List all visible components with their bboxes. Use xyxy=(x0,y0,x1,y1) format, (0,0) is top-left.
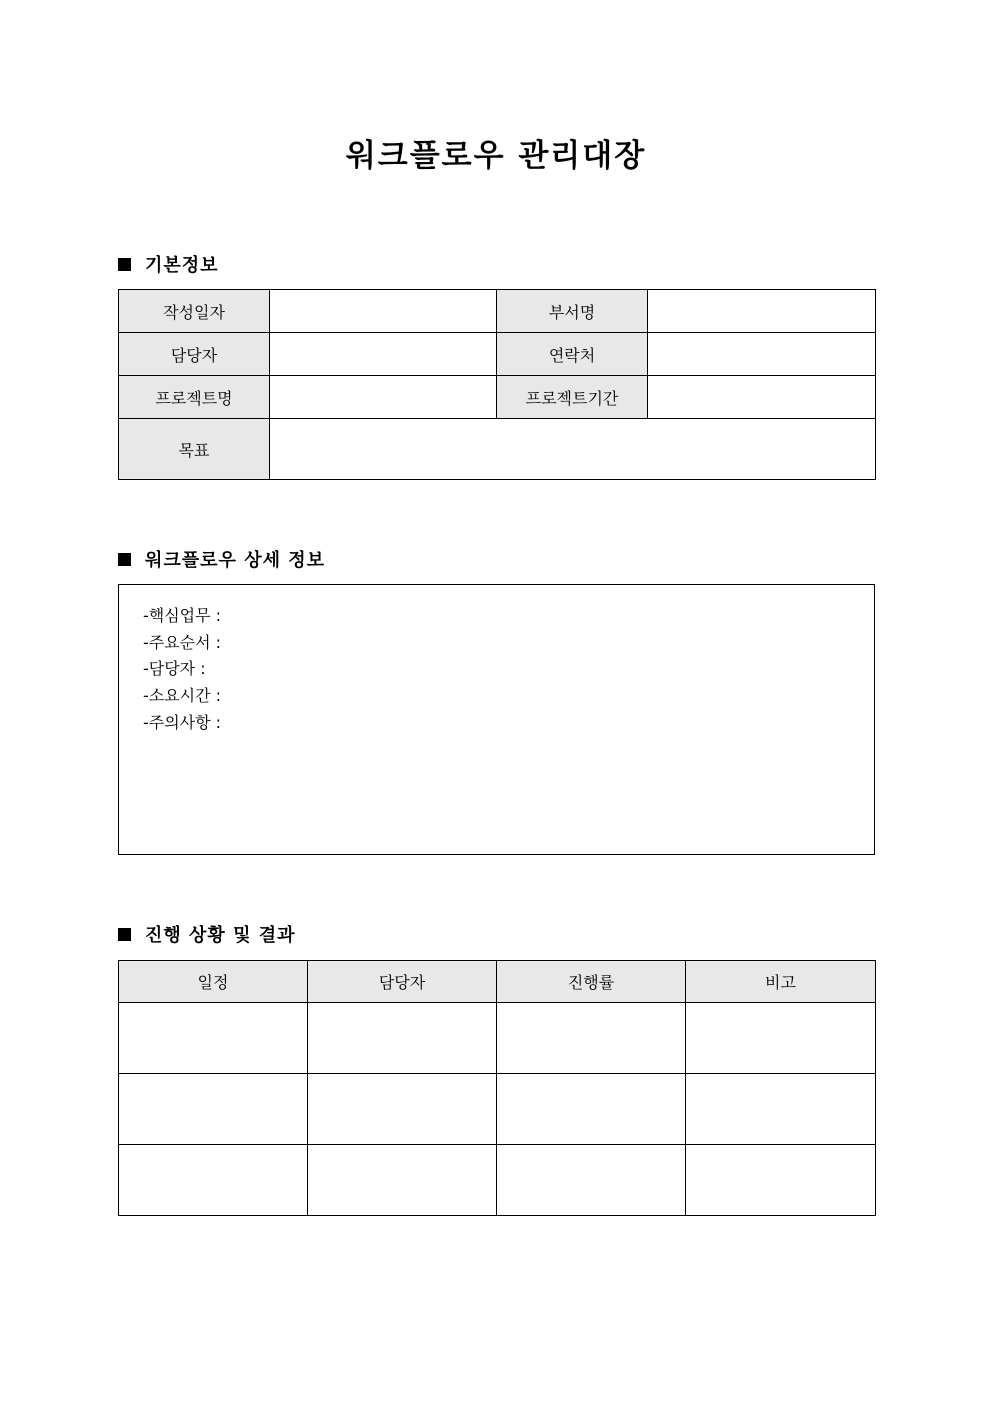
manager-label: 담당자 xyxy=(119,333,270,376)
square-bullet-icon xyxy=(118,258,131,271)
project-name-field[interactable] xyxy=(270,376,497,419)
table-row xyxy=(119,290,876,333)
table-cell[interactable] xyxy=(119,1145,308,1216)
table-cell[interactable] xyxy=(686,1145,876,1216)
table-row xyxy=(119,333,876,376)
table-cell[interactable] xyxy=(497,1074,686,1145)
manager-field[interactable] xyxy=(270,333,497,376)
table-cell[interactable] xyxy=(308,1145,497,1216)
table-cell[interactable] xyxy=(308,1074,497,1145)
column-header-manager: 담당자 xyxy=(308,961,497,1003)
detail-item-core-task: -핵심업무 : xyxy=(143,606,222,625)
table-row xyxy=(119,1074,876,1145)
department-label: 부서명 xyxy=(497,290,648,333)
contact-label: 연락처 xyxy=(497,333,648,376)
detail-item-caution: -주의사항 : xyxy=(143,712,222,732)
column-header-progress-rate: 진행률 xyxy=(497,961,686,1003)
workflow-detail-list xyxy=(119,585,874,737)
basic-info-heading-text: 기본정보 xyxy=(145,255,219,276)
project-period-field[interactable] xyxy=(648,376,876,419)
table-cell[interactable] xyxy=(686,1003,876,1074)
document-title: 워크플로우 관리대장 xyxy=(345,138,647,174)
department-field[interactable] xyxy=(648,290,876,333)
column-header-schedule: 일정 xyxy=(119,961,308,1003)
progress-heading xyxy=(118,922,296,946)
square-bullet-icon xyxy=(118,928,131,941)
workflow-detail-box[interactable] xyxy=(118,584,875,855)
table-row xyxy=(119,1003,876,1074)
basic-info-table xyxy=(118,289,876,480)
project-period-label: 프로젝트기간 xyxy=(497,376,648,419)
project-name-label: 프로젝트명 xyxy=(119,376,270,419)
table-cell[interactable] xyxy=(308,1003,497,1074)
progress-table xyxy=(118,960,876,1216)
detail-item-main-order: -주요순서 : xyxy=(143,632,222,652)
goal-field[interactable] xyxy=(270,419,876,480)
date-field[interactable] xyxy=(270,290,497,333)
basic-info-heading xyxy=(118,252,219,276)
table-cell[interactable] xyxy=(119,1074,308,1145)
workflow-detail-heading-text: 워크플로우 상세 정보 xyxy=(145,550,326,571)
table-row xyxy=(119,376,876,419)
table-cell[interactable] xyxy=(497,1003,686,1074)
table-row xyxy=(119,1145,876,1216)
table-row xyxy=(119,419,876,480)
date-label: 작성일자 xyxy=(119,290,270,333)
progress-heading-text: 진행 상황 및 결과 xyxy=(145,925,296,946)
table-cell[interactable] xyxy=(686,1074,876,1145)
workflow-detail-heading xyxy=(118,547,325,571)
goal-label: 목표 xyxy=(119,419,270,480)
detail-item-duration: -소요시간 : xyxy=(143,686,222,706)
square-bullet-icon xyxy=(118,553,131,566)
table-cell[interactable] xyxy=(119,1003,308,1074)
table-header-row xyxy=(119,961,876,1003)
contact-field[interactable] xyxy=(648,333,876,376)
table-cell[interactable] xyxy=(497,1145,686,1216)
detail-item-manager: -담당자 : xyxy=(143,659,206,679)
column-header-remarks: 비고 xyxy=(686,961,876,1003)
